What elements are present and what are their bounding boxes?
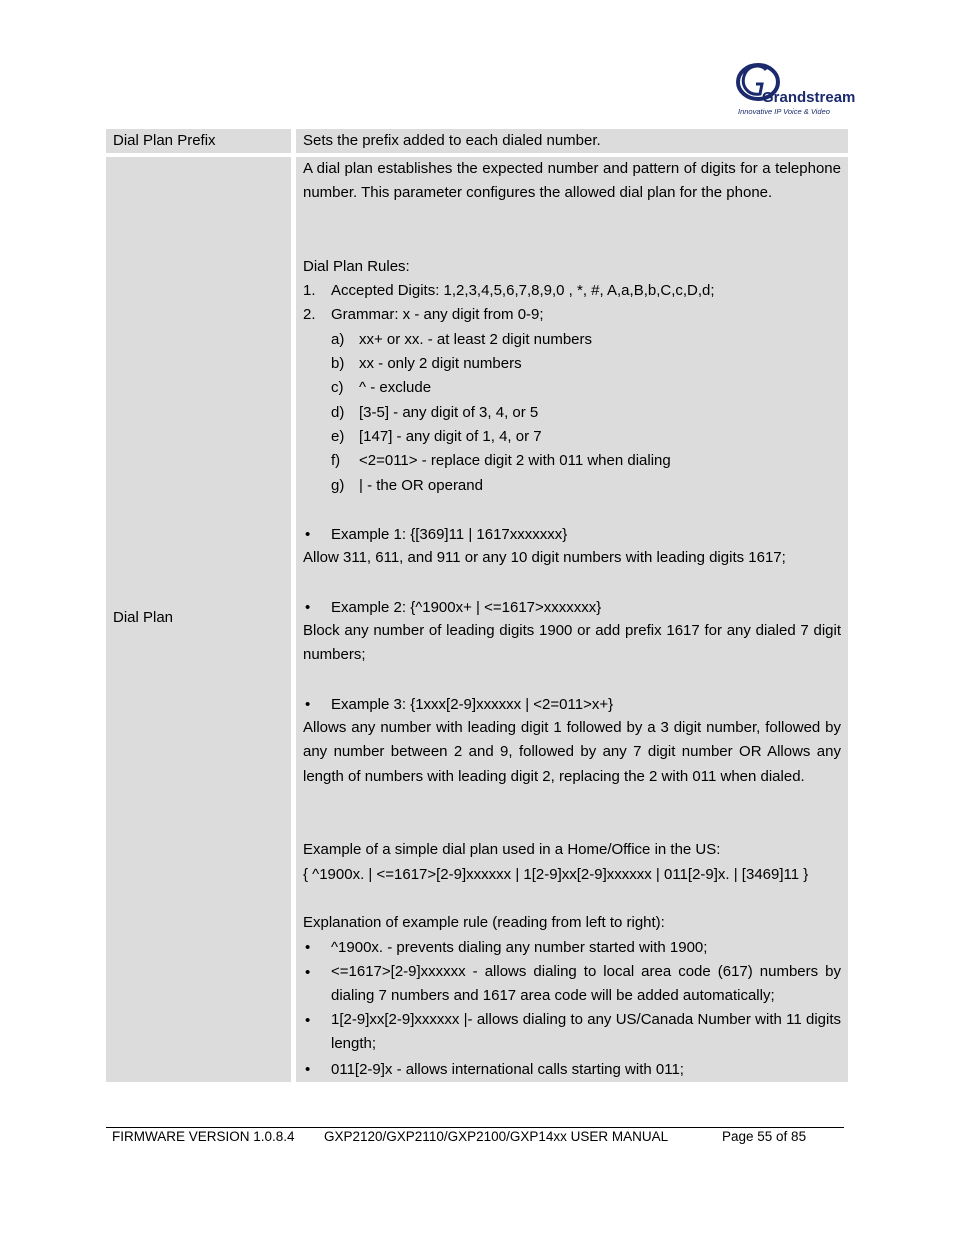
grammar-letter: a) [331, 331, 345, 348]
grammar-letter: d) [331, 404, 345, 421]
rule-number: 1. [303, 282, 316, 299]
grammar-text: <2=011> - replace digit 2 with 011 when dialing [359, 452, 671, 469]
bullet-icon: • [305, 599, 311, 616]
row-description: Sets the prefix added to each dialed number. [303, 132, 601, 149]
example-title: Example 2: {^1900x+ | <=1617>xxxxxxx} [331, 599, 602, 616]
grammar-letter: e) [331, 428, 345, 445]
row-dial-plan-prefix-label-cell [106, 129, 291, 153]
grammar-text: xx+ or xx. - at least 2 digit numbers [359, 331, 593, 348]
example-description: Allows any number with leading digit 1 followed by a 3 digit number, followed by any number between 2 and 9, followed by any 7 digit number OR Allows any length of numbers with leading digit 2, replacing the 2 with 011 when dialed. [303, 719, 841, 785]
dial-plan-intro: A dial plan establishes the expected number and pattern of digits for a telephone number. This parameter configures the allowed dial plan for the phone. [303, 160, 841, 202]
bullet-icon: • [305, 696, 311, 713]
logo-tagline: Innovative IP Voice & Video [738, 107, 830, 116]
example-description: Allow 311, 611, and 911 or any 10 digit numbers with leading digits 1617; [303, 549, 786, 566]
footer-divider [106, 1127, 844, 1128]
grammar-letter: b) [331, 355, 345, 372]
rule-text: Grammar: x - any digit from 0-9; [331, 306, 544, 323]
bullet-icon: • [305, 526, 311, 543]
row-dial-plan-prefix-desc-cell [296, 129, 848, 153]
example-description: Block any number of leading digits 1900 or add prefix 1617 for any dialed 7 digit numbers; [303, 622, 841, 664]
grammar-letter: g) [331, 477, 345, 494]
explanation-item: 011[2-9]x - allows international calls starting with 011; [331, 1061, 684, 1078]
grammar-text: xx - only 2 digit numbers [359, 355, 522, 372]
explanation-title: Explanation of example rule (reading from left to right): [303, 914, 665, 931]
bullet-icon: • [305, 1012, 311, 1029]
grammar-letter: c) [331, 379, 344, 396]
grammar-text: [147] - any digit of 1, 4, or 7 [359, 428, 542, 445]
explanation-item: ^1900x. - prevents dialing any number started with 1900; [331, 939, 708, 956]
explanation-item: <=1617>[2-9]xxxxxx - allows dialing to local area code (617) numbers by dialing 7 numbers and 1617 area code will be added automatically; [331, 963, 841, 1005]
bullet-icon: • [305, 1061, 311, 1078]
grammar-text: | - the OR operand [359, 477, 483, 494]
footer-page-number: Page 55 of 85 [722, 1129, 807, 1144]
explanation-item: 1[2-9]xx[2-9]xxxxxx |- allows dialing to any US/Canada Number with 11 digits length; [331, 1011, 841, 1053]
example-title: Example 3: {1xxx[2-9]xxxxxx | <2=011>x+} [331, 696, 614, 713]
bullet-icon: • [305, 939, 311, 956]
grammar-text: [3-5] - any digit of 3, 4, or 5 [359, 404, 539, 421]
bullet-icon: • [305, 964, 311, 981]
rule-text: Accepted Digits: 1,2,3,4,5,6,7,8,9,0 , *, #, A,a,B,b,C,c,D,d; [331, 282, 715, 299]
row-dial-plan-desc-cell [296, 157, 848, 1082]
rule-number: 2. [303, 306, 316, 323]
rules-title: Dial Plan Rules: [303, 258, 410, 275]
simple-plan-title: Example of a simple dial plan used in a Home/Office in the US: [303, 841, 721, 858]
row-dial-plan-label-cell [106, 157, 291, 1082]
simple-plan-rule: { ^1900x. | <=1617>[2-9]xxxxxx | 1[2-9]xx[2-9]xxxxxx | 011[2-9]x. | [3469]11 } [303, 866, 809, 883]
brand-text: Grandstream [762, 89, 856, 106]
grandstream-logo [736, 60, 856, 118]
row-label: Dial Plan [113, 609, 174, 626]
grandstream-logo-mark [736, 60, 856, 106]
footer-firmware-version: FIRMWARE VERSION 1.0.8.4 [112, 1129, 295, 1144]
grammar-text: ^ - exclude [359, 379, 432, 396]
footer-manual-title: GXP2120/GXP2110/GXP2100/GXP14xx USER MANUAL [324, 1129, 669, 1144]
grammar-letter: f) [331, 452, 341, 469]
row-label: Dial Plan Prefix [113, 132, 216, 149]
example-title: Example 1: {[369]11 | 1617xxxxxxx} [331, 526, 568, 543]
